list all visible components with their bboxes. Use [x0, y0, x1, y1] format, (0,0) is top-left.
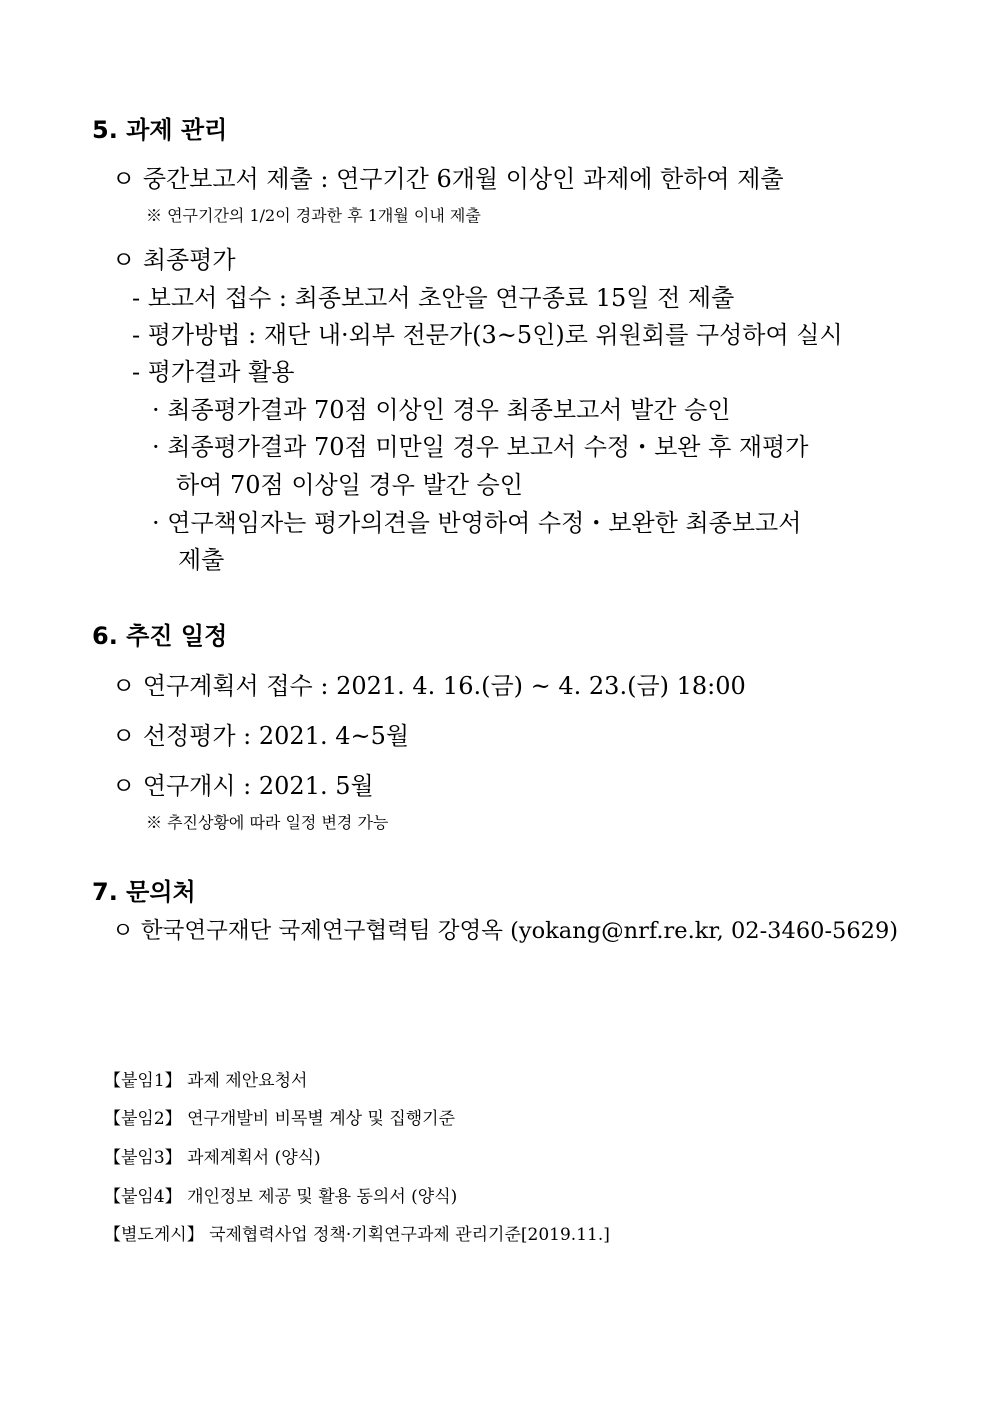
plan-submission-item: ㅇ 연구계획서 접수 : 2021. 4. 16.(금) ~ 4. 23.(금) 18:00 [112, 672, 746, 700]
result-bullet-2: · 최종평가결과 70점 미만일 경우 보고서 수정・보완 후 재평가 [152, 433, 809, 461]
attachment-3: 【붙임3】 과제계획서 (양식) [104, 1148, 321, 1168]
separate-posting: 【별도게시】 국제협력사업 정책·기획연구과제 관리기준[2019.11.] [104, 1225, 610, 1245]
attachment-1: 【붙임1】 과제 제안요청서 [104, 1071, 308, 1091]
attachment-2: 【붙임2】 연구개발비 비목별 계상 및 집행기준 [104, 1109, 456, 1129]
selection-evaluation-item: ㅇ 선정평가 : 2021. 4~5월 [112, 722, 410, 750]
result-bullet-1: · 최종평가결과 70점 이상인 경우 최종보고서 발간 승인 [152, 396, 731, 424]
attachment-4: 【붙임4】 개인정보 제공 및 활용 동의서 (양식) [104, 1187, 458, 1207]
interim-report-note: ※ 연구기간의 1/2이 경과한 후 1개월 이내 제출 [146, 206, 481, 225]
result-bullet-2-cont: 하여 70점 이상일 경우 발간 승인 [176, 471, 523, 499]
interim-report-item: ㅇ 중간보고서 제출 : 연구기간 6개월 이상인 과제에 한하여 제출 [112, 165, 784, 193]
final-evaluation-item: ㅇ 최종평가 [112, 246, 236, 274]
evaluation-result-item: - 평가결과 활용 [132, 358, 295, 386]
result-bullet-3-cont: 제출 [178, 546, 225, 574]
section-6-heading: 6. 추진 일정 [92, 622, 228, 650]
evaluation-method-item: - 평가방법 : 재단 내·외부 전문가(3~5인)로 위원회를 구성하여 실시 [132, 321, 843, 349]
result-bullet-3: · 연구책임자는 평가의견을 반영하여 수정・보완한 최종보고서 [152, 509, 802, 537]
section-7-heading: 7. 문의처 [92, 878, 196, 906]
report-submission-item: - 보고서 접수 : 최종보고서 초안을 연구종료 15일 전 제출 [132, 284, 735, 312]
schedule-note: ※ 추진상황에 따라 일정 변경 가능 [146, 813, 389, 832]
section-5-heading: 5. 과제 관리 [92, 116, 228, 144]
contact-item: ㅇ 한국연구재단 국제연구협력팀 강영옥 (yokang@nrf.re.kr, 02-3460-5629) [112, 918, 899, 944]
research-start-item: ㅇ 연구개시 : 2021. 5월 [112, 772, 374, 800]
